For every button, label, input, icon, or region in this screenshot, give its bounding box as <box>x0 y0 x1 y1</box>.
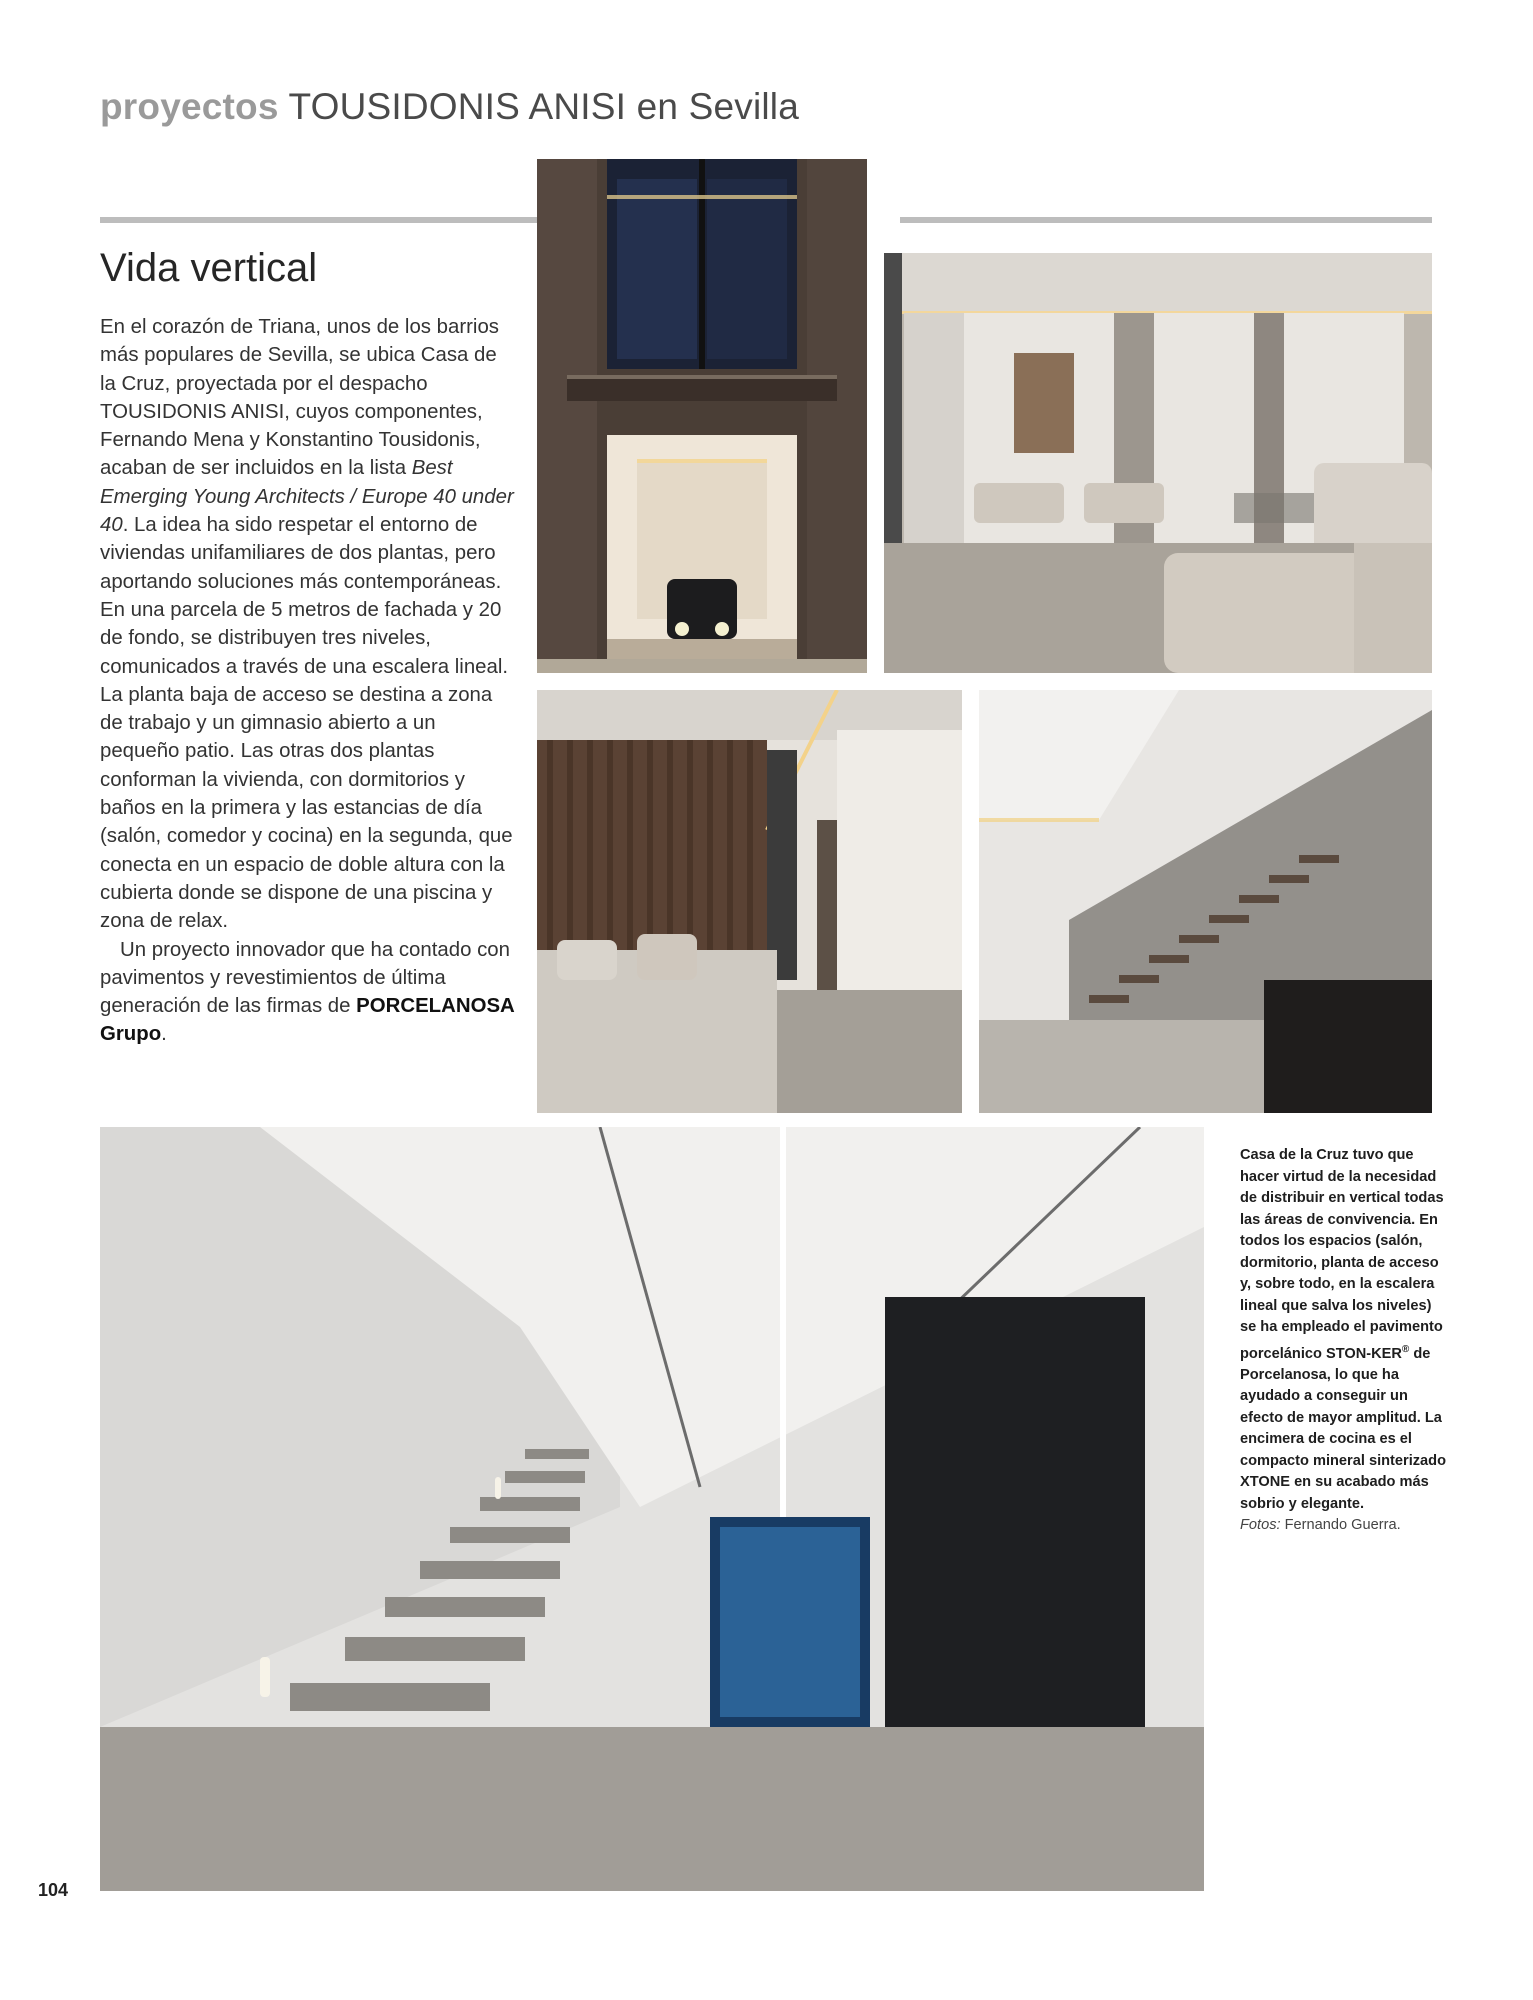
section-label: proyectos <box>100 86 279 127</box>
article-heading: Vida vertical <box>100 246 318 290</box>
photo-caption <box>1240 1145 1450 1537</box>
photo-glass-staircase <box>979 690 1432 1113</box>
photo-credit <box>1240 1517 1401 1533</box>
divider-left <box>100 217 537 223</box>
p1-text-b: . La idea ha sido respetar el entorno de viviendas unifamiliares de dos plantas, pero aportando soluciones más contemporáneas. En una parcela de 5 metros de fachada y 20 de fondo, se distribuyen tres niveles, comunicados a través de una escalera lineal. La planta baja de acceso se destina a zona de trabajo y un gimnasio abierto a un pequeño patio. Las otras dos plantas conforman la vivienda, con dormitorios y baños en la primera y las estancias de día (salón, comedor y cocina) en la segunda, que conecta en un espacio de doble altura con la cubierta donde se dispone de una piscina y zona de relax. <box>100 514 513 933</box>
credit-label: Fotos: <box>1240 1517 1281 1534</box>
paragraph-1 <box>100 313 515 936</box>
p1-emphasis: Best Emerging Young Architects / Europe 40 under 40 <box>100 457 514 537</box>
caption-text-2: de Porcelanosa, lo que ha ayudado a conseguir un efecto de mayor amplitud. La encimera de cocina es el compacto mineral sinterizado XTONE en su acabado más sobrio y elegante. <box>1240 1345 1446 1512</box>
p2-brand: PORCELANOSA Grupo <box>100 995 515 1046</box>
photo-bedroom <box>537 690 962 1113</box>
photo-living-room <box>884 253 1432 673</box>
photo-facade <box>537 159 867 673</box>
paragraph-2 <box>100 936 515 1049</box>
credit-name: Fernando Guerra. <box>1280 1517 1401 1534</box>
p1-text-a: En el corazón de Triana, unos de los barrios más populares de Sevilla, se ubica Casa de la Cruz, proyectada por el despacho TOUSIDONIS ANISI, cuyos componentes, Fernando Mena y Konstantino Tousidonis, acaban de ser incluidos en la lista <box>100 316 499 480</box>
page-number: 104 <box>38 1880 69 1900</box>
p2-text-a: Un proyecto innovador que ha contado con pavimentos y revestimientos de última generación de las firmas de <box>100 938 510 1018</box>
page-header <box>100 86 799 128</box>
divider-right <box>900 217 1432 223</box>
p2-text-b: . <box>161 1023 167 1046</box>
caption-text: Casa de la Cruz tuvo que hacer virtud de la necesidad de distribuir en vertical todas las áreas de convivencia. En todos los espacios (salón, dormitorio, planta de acceso y, sobre todo, en la escalera lineal que salva los niveles) se ha empleado el pavimento porcelánico STON-KER <box>1240 1147 1444 1362</box>
registered-mark: ® <box>1401 1343 1410 1355</box>
header-title: TOUSIDONIS ANISI en Sevilla <box>288 86 800 127</box>
article-body <box>100 313 515 1049</box>
photo-ground-floor-staircase <box>100 1127 1204 1891</box>
